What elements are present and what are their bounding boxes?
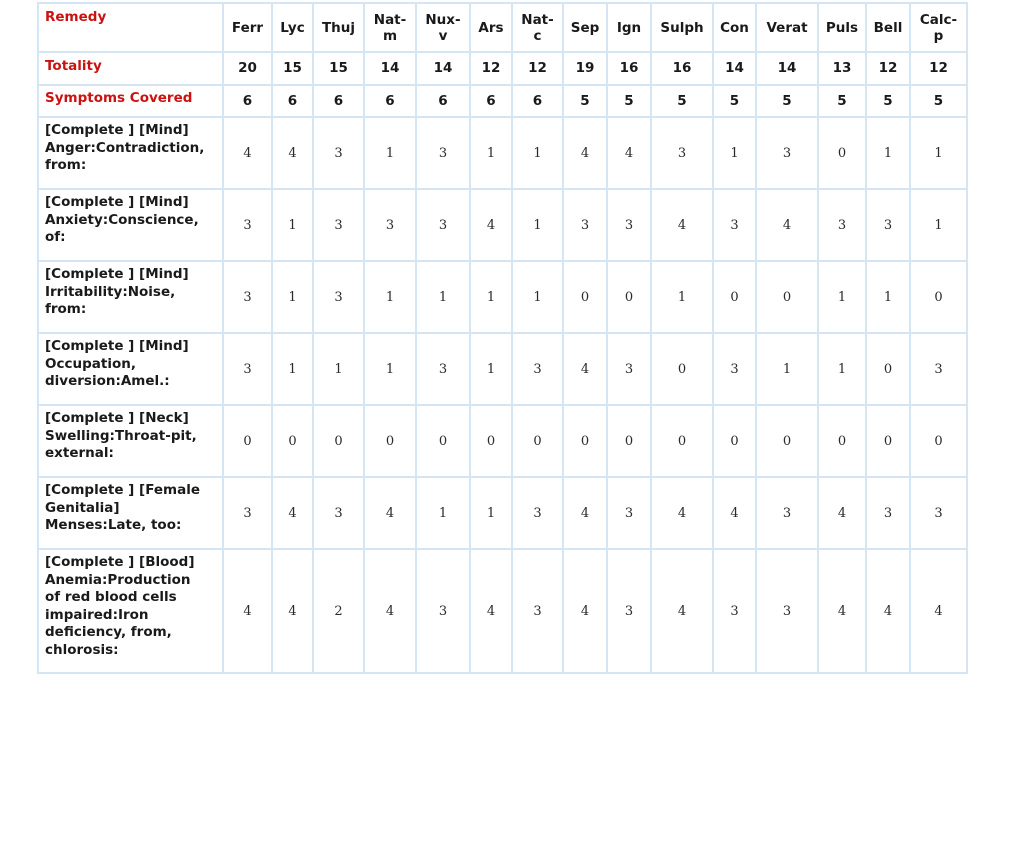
totality-cell: 16 <box>607 52 651 85</box>
symptom-grade-cell: 1 <box>364 117 416 189</box>
symptom-grade-cell: 3 <box>223 333 272 405</box>
symptom-grade-cell: 4 <box>563 549 607 673</box>
symptom-grade-cell: 4 <box>756 189 818 261</box>
symptom-grade-cell: 0 <box>910 405 967 477</box>
remedy-header-cell: Verat <box>756 3 818 52</box>
symptom-grade-cell: 4 <box>651 549 713 673</box>
symptom-grade-cell: 0 <box>756 405 818 477</box>
symptoms-covered-cell: 5 <box>713 85 756 117</box>
symptom-grade-cell: 3 <box>313 117 364 189</box>
symptom-grade-cell: 0 <box>416 405 470 477</box>
symptoms-covered-cell: 6 <box>223 85 272 117</box>
symptom-grade-cell: 0 <box>713 261 756 333</box>
symptom-grade-cell: 3 <box>313 477 364 549</box>
symptom-grade-cell: 3 <box>866 477 910 549</box>
symptom-grade-cell: 0 <box>607 261 651 333</box>
symptom-grade-cell: 3 <box>416 189 470 261</box>
symptom-grade-cell: 1 <box>713 117 756 189</box>
symptom-grade-cell: 4 <box>607 117 651 189</box>
symptom-row <box>38 549 967 673</box>
symptom-grade-cell: 4 <box>563 117 607 189</box>
remedy-header-cell: Sep <box>563 3 607 52</box>
symptom-row <box>38 189 967 261</box>
symptom-row <box>38 405 967 477</box>
totality-cell: 19 <box>563 52 607 85</box>
totality-cell: 12 <box>866 52 910 85</box>
symptom-grade-cell: 1 <box>512 189 563 261</box>
totality-cell: 15 <box>313 52 364 85</box>
header-row <box>38 3 967 52</box>
remedy-header-cell: Ign <box>607 3 651 52</box>
symptom-grade-cell: 3 <box>756 117 818 189</box>
totality-cell: 16 <box>651 52 713 85</box>
remedy-header-cell: Puls <box>818 3 866 52</box>
symptom-label: [Complete ] [Mind] Occupation, diversion:Amel.: <box>38 333 223 405</box>
symptom-grade-cell: 0 <box>313 405 364 477</box>
totality-cell: 14 <box>756 52 818 85</box>
symptom-grade-cell: 3 <box>713 549 756 673</box>
symptom-grade-cell: 3 <box>416 117 470 189</box>
symptom-label: [Complete ] [Mind] Anger:Contradiction, from: <box>38 117 223 189</box>
symptom-grade-cell: 0 <box>272 405 313 477</box>
symptom-grade-cell: 1 <box>470 333 512 405</box>
symptom-grade-cell: 4 <box>364 477 416 549</box>
totality-cell: 14 <box>713 52 756 85</box>
symptom-grade-cell: 1 <box>364 333 416 405</box>
symptoms-covered-cell: 6 <box>416 85 470 117</box>
symptom-grade-cell: 1 <box>470 261 512 333</box>
symptom-grade-cell: 0 <box>364 405 416 477</box>
symptom-label: [Complete ] [Female Genitalia] Menses:Late, too: <box>38 477 223 549</box>
symptom-row <box>38 261 967 333</box>
totality-row <box>38 52 967 85</box>
remedy-header-cell: Con <box>713 3 756 52</box>
totality-cell: 15 <box>272 52 313 85</box>
symptom-grade-cell: 4 <box>272 117 313 189</box>
totality-cell: 12 <box>512 52 563 85</box>
symptom-grade-cell: 1 <box>272 189 313 261</box>
symptom-grade-cell: 3 <box>313 189 364 261</box>
symptom-grade-cell: 3 <box>223 261 272 333</box>
symptom-grade-cell: 1 <box>272 261 313 333</box>
symptoms-covered-cell: 5 <box>756 85 818 117</box>
symptom-grade-cell: 3 <box>364 189 416 261</box>
totality-cell: 20 <box>223 52 272 85</box>
symptom-grade-cell: 3 <box>607 477 651 549</box>
symptoms-covered-cell: 6 <box>470 85 512 117</box>
symptom-grade-cell: 0 <box>866 405 910 477</box>
symptom-grade-cell: 2 <box>313 549 364 673</box>
remedy-header-cell: Ferr <box>223 3 272 52</box>
symptoms-covered-cell: 5 <box>818 85 866 117</box>
symptom-grade-cell: 0 <box>607 405 651 477</box>
symptom-grade-cell: 4 <box>223 549 272 673</box>
symptom-grade-cell: 1 <box>756 333 818 405</box>
symptom-row <box>38 117 967 189</box>
symptom-grade-cell: 3 <box>223 477 272 549</box>
totality-cell: 12 <box>910 52 967 85</box>
totality-cell: 13 <box>818 52 866 85</box>
symptom-grade-cell: 3 <box>223 189 272 261</box>
remedy-header-cell: Nat- c <box>512 3 563 52</box>
symptom-grade-cell: 3 <box>416 549 470 673</box>
symptom-grade-cell: 0 <box>651 405 713 477</box>
symptom-grade-cell: 1 <box>364 261 416 333</box>
symptom-grade-cell: 1 <box>818 333 866 405</box>
remedy-header-cell: Nux- v <box>416 3 470 52</box>
symptom-grade-cell: 1 <box>470 117 512 189</box>
symptoms-covered-cell: 5 <box>651 85 713 117</box>
symptom-row <box>38 477 967 549</box>
remedy-header-cell: Calc- p <box>910 3 967 52</box>
symptom-grade-cell: 4 <box>223 117 272 189</box>
symptom-label: [Complete ] [Mind] Irritability:Noise, from: <box>38 261 223 333</box>
symptom-grade-cell: 3 <box>512 477 563 549</box>
symptom-grade-cell: 1 <box>910 117 967 189</box>
symptom-grade-cell: 0 <box>756 261 818 333</box>
symptoms-covered-row <box>38 85 967 117</box>
symptom-label: [Complete ] [Blood] Anemia:Production of red blood cells impaired:Iron deficiency, from, chlorosis: <box>38 549 223 673</box>
symptom-grade-cell: 0 <box>223 405 272 477</box>
remedy-header-cell: Ars <box>470 3 512 52</box>
symptom-grade-cell: 1 <box>818 261 866 333</box>
symptom-label: [Complete ] [Neck] Swelling:Throat-pit, external: <box>38 405 223 477</box>
symptoms-covered-cell: 5 <box>910 85 967 117</box>
symptom-grade-cell: 4 <box>818 549 866 673</box>
symptom-grade-cell: 0 <box>866 333 910 405</box>
remedy-header-label: Remedy <box>38 3 223 52</box>
symptom-grade-cell: 0 <box>818 405 866 477</box>
symptom-grade-cell: 4 <box>651 477 713 549</box>
symptom-grade-cell: 3 <box>651 117 713 189</box>
repertory-table <box>37 2 968 674</box>
remedy-header-cell: Nat- m <box>364 3 416 52</box>
totality-label: Totality <box>38 52 223 85</box>
symptom-grade-cell: 3 <box>607 549 651 673</box>
totality-cell: 14 <box>416 52 470 85</box>
remedy-header-cell: Sulph <box>651 3 713 52</box>
symptom-grade-cell: 1 <box>272 333 313 405</box>
symptom-grade-cell: 4 <box>910 549 967 673</box>
symptom-grade-cell: 1 <box>866 261 910 333</box>
symptom-grade-cell: 0 <box>818 117 866 189</box>
symptom-grade-cell: 1 <box>910 189 967 261</box>
symptom-grade-cell: 4 <box>563 477 607 549</box>
symptom-grade-cell: 1 <box>866 117 910 189</box>
symptom-grade-cell: 0 <box>512 405 563 477</box>
symptom-grade-cell: 0 <box>713 405 756 477</box>
symptom-grade-cell: 4 <box>866 549 910 673</box>
symptom-grade-cell: 3 <box>910 333 967 405</box>
symptom-grade-cell: 0 <box>470 405 512 477</box>
symptom-grade-cell: 3 <box>713 333 756 405</box>
symptoms-covered-cell: 5 <box>866 85 910 117</box>
table-body <box>38 3 967 673</box>
symptom-grade-cell: 3 <box>313 261 364 333</box>
symptom-grade-cell: 0 <box>563 405 607 477</box>
symptom-grade-cell: 4 <box>272 477 313 549</box>
symptom-label: [Complete ] [Mind] Anxiety:Conscience, of: <box>38 189 223 261</box>
symptom-grade-cell: 0 <box>910 261 967 333</box>
symptom-grade-cell: 1 <box>512 261 563 333</box>
symptom-grade-cell: 0 <box>651 333 713 405</box>
symptom-grade-cell: 3 <box>866 189 910 261</box>
symptoms-covered-cell: 6 <box>512 85 563 117</box>
symptom-grade-cell: 4 <box>818 477 866 549</box>
remedy-header-cell: Lyc <box>272 3 313 52</box>
totality-cell: 12 <box>470 52 512 85</box>
symptom-grade-cell: 3 <box>416 333 470 405</box>
symptom-grade-cell: 3 <box>818 189 866 261</box>
symptom-grade-cell: 3 <box>512 333 563 405</box>
symptom-grade-cell: 3 <box>607 189 651 261</box>
symptom-grade-cell: 1 <box>416 477 470 549</box>
symptom-grade-cell: 3 <box>756 477 818 549</box>
symptom-grade-cell: 1 <box>512 117 563 189</box>
symptom-grade-cell: 0 <box>563 261 607 333</box>
symptom-grade-cell: 1 <box>313 333 364 405</box>
symptom-grade-cell: 4 <box>470 549 512 673</box>
symptom-grade-cell: 3 <box>563 189 607 261</box>
symptoms-covered-cell: 6 <box>313 85 364 117</box>
symptoms-covered-cell: 5 <box>607 85 651 117</box>
symptom-grade-cell: 3 <box>512 549 563 673</box>
symptoms-covered-cell: 5 <box>563 85 607 117</box>
remedy-header-cell: Bell <box>866 3 910 52</box>
symptoms-covered-label: Symptoms Covered <box>38 85 223 117</box>
symptom-grade-cell: 1 <box>651 261 713 333</box>
symptom-row <box>38 333 967 405</box>
symptom-grade-cell: 4 <box>364 549 416 673</box>
symptom-grade-cell: 1 <box>470 477 512 549</box>
remedy-header-cell: Thuj <box>313 3 364 52</box>
symptom-grade-cell: 3 <box>713 189 756 261</box>
symptom-grade-cell: 3 <box>910 477 967 549</box>
symptom-grade-cell: 1 <box>416 261 470 333</box>
symptom-grade-cell: 4 <box>272 549 313 673</box>
symptom-grade-cell: 4 <box>470 189 512 261</box>
totality-cell: 14 <box>364 52 416 85</box>
symptom-grade-cell: 3 <box>756 549 818 673</box>
symptom-grade-cell: 4 <box>651 189 713 261</box>
symptom-grade-cell: 4 <box>563 333 607 405</box>
symptoms-covered-cell: 6 <box>272 85 313 117</box>
symptom-grade-cell: 3 <box>607 333 651 405</box>
symptoms-covered-cell: 6 <box>364 85 416 117</box>
symptom-grade-cell: 4 <box>713 477 756 549</box>
